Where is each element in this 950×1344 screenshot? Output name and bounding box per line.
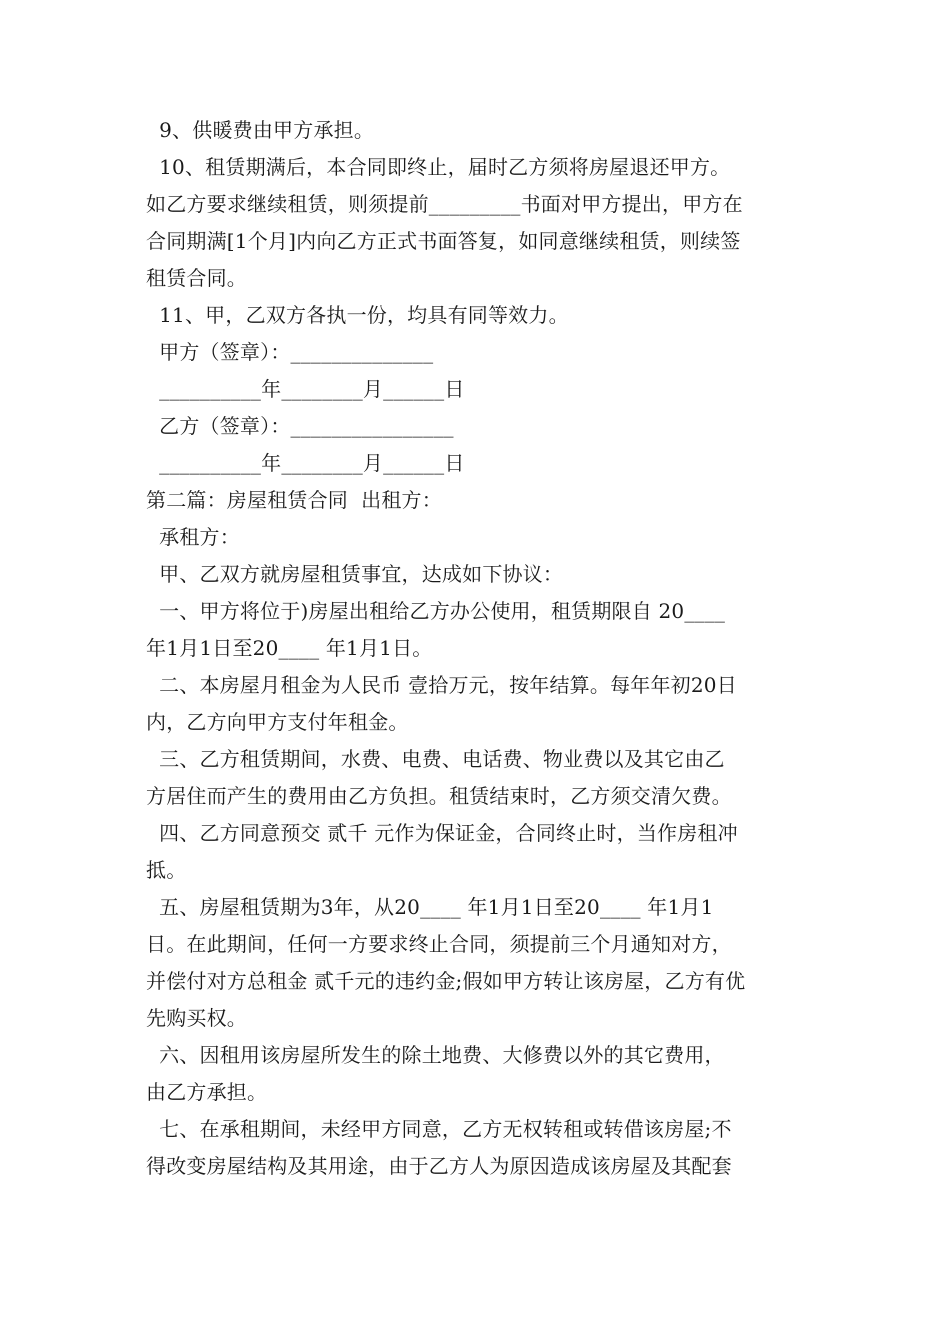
text-line: 9、供暖费由甲方承担。	[146, 118, 375, 142]
text-line: 三、乙方租赁期间，水费、电费、电话费、物业费以及其它由乙	[146, 747, 725, 771]
text-line: 承租方：	[146, 525, 240, 549]
text-line: 得改变房屋结构及其用途，由于乙方人为原因造成该房屋及其配套	[146, 1154, 732, 1178]
signature-line-party-a: 甲方（签章）：______________	[146, 340, 434, 364]
text-line: 五、房屋租赁期为3年，从20____ 年1月1日至20____ 年1月1	[146, 895, 714, 919]
text-line: 抵。	[146, 858, 187, 882]
date-line-party-a: __________年________月______日	[146, 377, 465, 401]
text-line: 二、本房屋月租金为人民币 壹拾万元，按年结算。每年年初20日	[146, 673, 737, 697]
text-line: 11、甲，乙双方各执一份，均具有同等效力。	[146, 303, 569, 327]
text-line: 合同期满[1个月]内向乙方正式书面答复，如同意继续租赁，则续签	[146, 229, 741, 253]
text-line: 一、甲方将位于)房屋出租给乙方办公使用，租赁期限自 20____	[146, 599, 726, 623]
text-line: 并偿付对方总租金 贰千元的违约金;假如甲方转让该房屋，乙方有优	[146, 969, 746, 993]
signature-line-party-b: 乙方（签章）：________________	[146, 414, 454, 438]
date-line-party-b: __________年________月______日	[146, 451, 465, 475]
section-heading: 第二篇：房屋租赁合同 出租方：	[146, 488, 442, 512]
text-line: 如乙方要求继续租赁，则须提前_________书面对甲方提出，甲方在	[146, 192, 743, 216]
text-line: 六、因租用该房屋所发生的除土地费、大修费以外的其它费用，	[146, 1043, 725, 1067]
text-line: 先购买权。	[146, 1006, 247, 1030]
text-line: 甲、乙双方就房屋租赁事宜，达成如下协议：	[146, 562, 564, 586]
text-line: 七、在承租期间，未经甲方同意，乙方无权转租或转借该房屋;不	[146, 1117, 732, 1141]
text-line: 由乙方承担。	[146, 1080, 268, 1104]
text-line: 日。在此期间，任何一方要求终止合同，须提前三个月通知对方，	[146, 932, 732, 956]
text-line: 内，乙方向甲方支付年租金。	[146, 710, 409, 734]
text-line: 10、租赁期满后，本合同即终止，届时乙方须将房屋退还甲方。	[146, 155, 731, 179]
text-line: 年1月1日至20____ 年1月1日。	[146, 636, 433, 660]
text-line: 方居住而产生的费用由乙方负担。租赁结束时，乙方须交清欠费。	[146, 784, 732, 808]
document-page	[146, 112, 810, 1185]
text-line: 四、乙方同意预交 贰千 元作为保证金，合同终止时，当作房租冲	[146, 821, 738, 845]
text-line: 租赁合同。	[146, 266, 247, 290]
